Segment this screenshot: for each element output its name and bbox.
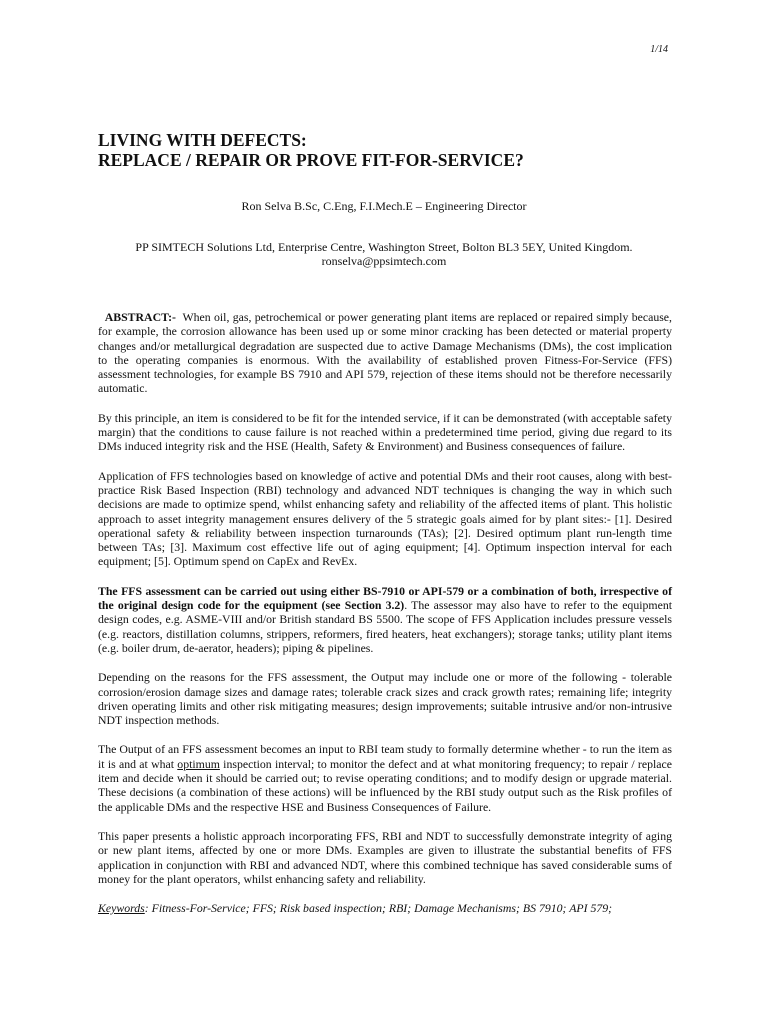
rbi-text-b: inspection interval; to monitor the defect and at what monitoring frequency; to repair / replace item and decide when it should be carried out; to revise operating conditions; and to modify design or upgrade material. These decisions (a combination of these actions) will be influenced by the RBI study output such as the Risk profiles of the applicable DMs and the respective HSE and Business Consequences of Failure. [98, 756, 672, 814]
ffs-assessment-text: . The assessor may also have to refer to the equipment design codes, e.g. ASME-VIII and/or British standard BS 5500. The scope of FFS Application includes pressure vessels (e.g. reactors, distillation columns, strippers, reformers, fired heaters, heat exchangers); storage tanks; utility plant items (e.g. boiler drum, de-aerator, headers); piping & pipelines. [98, 598, 672, 655]
paper-body [98, 310, 672, 915]
paper-title [98, 130, 678, 170]
paragraph-ffs-assessment [98, 584, 672, 655]
keywords-label: Keywords [98, 901, 145, 916]
paragraph-rbi-input [98, 742, 672, 813]
paragraph-output: Depending on the reasons for the FFS assessment, the Output may include one or more of the following - tolerable corrosion/erosion damage sizes and damage rates; tolerable crack sizes and crack growth rates; remaining life; integrity driven operating limits and other risk mitigating measures; design improvements; suitable intrusive and/or non-intrusive NDT inspection methods. [98, 670, 672, 728]
affiliation-address: PP SIMTECH Solutions Ltd, Enterprise Centre, Washington Street, Bolton BL3 5EY, United Kingdom. [135, 240, 633, 254]
title-line-2: REPLACE / REPAIR OR PROVE FIT-FOR-SERVICE? [98, 150, 524, 170]
affiliation [98, 240, 670, 268]
affiliation-email: ronselva@ppsimtech.com [321, 254, 447, 268]
optimum-underlined: optimum [177, 756, 220, 771]
paragraph-ffs-technologies: Application of FFS technologies based on knowledge of active and potential DMs and their root causes, along with best-practice Risk Based Inspection (RBI) technology and advanced NDT techniques is changing the way in which such decisions are made to optimize spend, whilst enhancing safety and reliability of the affected items of plant. This holistic approach to asset integrity management ensures delivery of the 5 strategic goals aimed for by plant sites:- [1]. Desired operational safety & reliability between inspection turnarounds (TAs); [2]. Desired optimum plant run-length time between TAs; [3]. Maximum cost effective life out of aging equipment; [4]. Optimum inspection interval for each equipment; [5]. Optimum spend on CapEx and RevEx. [98, 468, 672, 569]
abstract-paragraph [98, 310, 672, 396]
page-number: 1/14 [650, 44, 668, 55]
abstract-label: ABSTRACT:- [104, 310, 176, 324]
rbi-text-a: The Output of an FFS assessment becomes an input to RBI team study to formally determine whether - to run the item as it is and at what [98, 742, 672, 771]
paragraph-principle: By this principle, an item is considered to be fit for the intended service, if it can be demonstrated (with acceptable safety margin) that the conditions to cause failure is not reached within a predetermined time period, giving due regard to its DMs induced integrity risk and the HSE (Health, Safety & Environment) and Business consequences of failure. [98, 410, 672, 454]
keywords-line [98, 901, 672, 915]
title-line-1: LIVING WITH DEFECTS: [98, 130, 307, 150]
ffs-assessment-emphasis: The FFS assessment can be carried out using either BS-7910 or API-579 or a combination of both, irrespective of the original design code for the equipment (see Section 3.2) [98, 583, 672, 613]
abstract-text: When oil, gas, petrochemical or power generating plant items are replaced or repaired simply because, for example, the corrosion allowance has been used up or some minor cracking has been detected or material property changes and/or metallurgical degradation are suspected due to active Damage Mechanisms (DMs), the cost implication to the operating companies is enormous. With the availability of established proven Fitness-For-Service (FFS) assessment technologies, for example BS 7910 and API 579, rejection of these items should not be therefore necessarily automatic. [98, 310, 672, 396]
author-line: Ron Selva B.Sc, C.Eng, F.I.Mech.E – Engineering Director [241, 199, 527, 213]
paragraph-paper-summary: This paper presents a holistic approach incorporating FFS, RBI and NDT to successfully demonstrate integrity of aging or new plant items, affected by one or more DMs. Examples are given to illustrate the substantial benefits of FFS application in conjunction with RBI and advanced NDT, where this combined technique has saved considerable sums of money for the plant operators, whilst enhancing safety and reliability. [98, 828, 672, 886]
keywords-text: : Fitness-For-Service; FFS; Risk based inspection; RBI; Damage Mechanisms; BS 7910; API 579; [144, 901, 613, 916]
